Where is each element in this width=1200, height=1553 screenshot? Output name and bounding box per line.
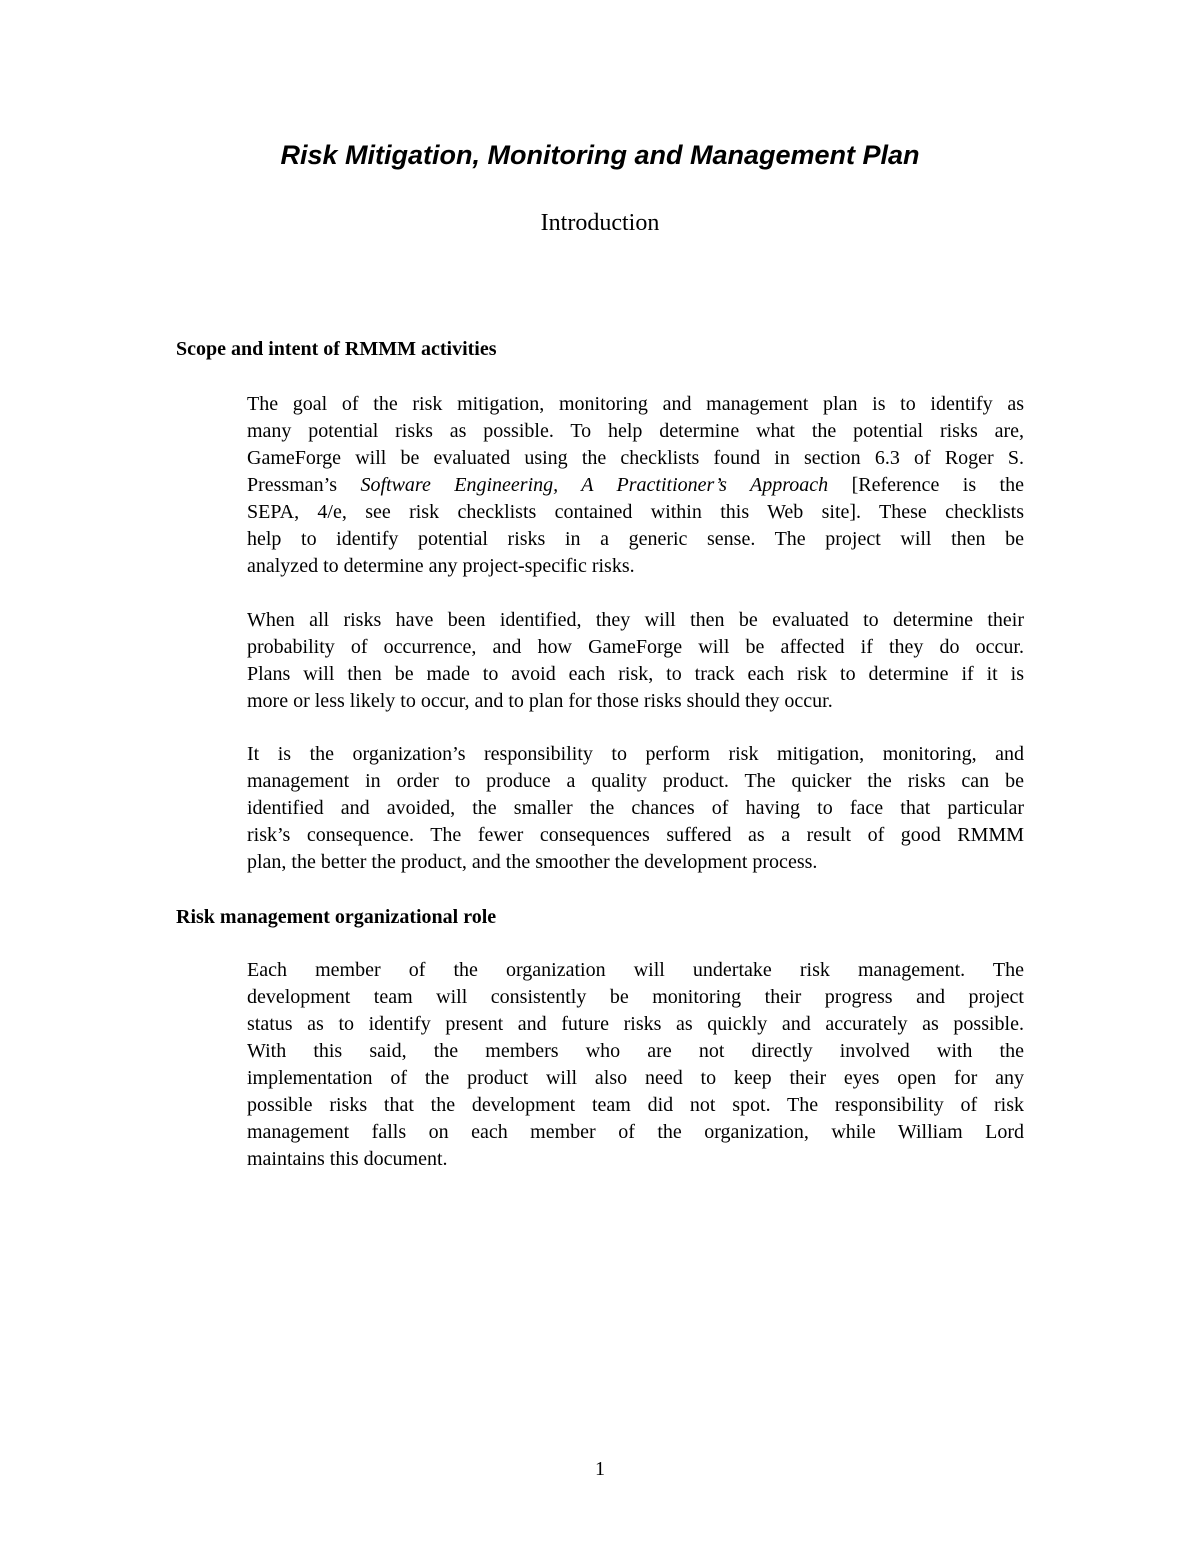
text-line: GameForge will be evaluated using the checklists found in section 6.3 of Roger S. (247, 447, 1024, 469)
text-line: Plans will then be made to avoid each risk, to track each risk to determine if it is (247, 663, 1024, 685)
text-line: plan, the better the product, and the smoother the development process. (247, 851, 818, 873)
text-line: SEPA, 4/e, see risk checklists contained within this Web site]. These checklists (247, 501, 1024, 523)
text-line: status as to identify present and future risks as quickly and accurately as possible. (247, 1013, 1024, 1035)
book-title: Software Engineering, A Practitioner’s Approach (360, 474, 829, 496)
document-title: Risk Mitigation, Monitoring and Management Plan (280, 140, 920, 170)
text-line: management falls on each member of the organization, while William Lord (247, 1121, 1024, 1143)
text-line: When all risks have been identified, they will then be evaluated to determine their (247, 609, 1024, 631)
text-line: identified and avoided, the smaller the chances of having to face that particular (247, 797, 1024, 819)
text-line: help to identify potential risks in a generic sense. The project will then be (247, 528, 1024, 550)
text-line: probability of occurrence, and how GameForge will be affected if they do occur. (247, 636, 1024, 658)
text-line: The goal of the risk mitigation, monitoring and management plan is to identify as (247, 393, 1024, 415)
text-line: With this said, the members who are not directly involved with the (247, 1040, 1024, 1062)
text-line (247, 472, 1024, 499)
text-line: management in order to produce a quality product. The quicker the risks can be (247, 770, 1024, 792)
paragraph (247, 957, 1024, 1173)
heading-organizational-role: Risk management organizational role (176, 906, 497, 928)
text-run: Pressman’s (247, 474, 361, 496)
text-line: implementation of the product will also need to keep their eyes open for any (247, 1067, 1024, 1089)
paragraph (247, 391, 1024, 580)
paragraph (247, 741, 1024, 876)
text-line: many potential risks as possible. To help determine what the potential risks are, (247, 420, 1024, 442)
section-title-introduction: Introduction (540, 210, 660, 236)
page-number: 1 (595, 1458, 605, 1480)
text-run: [Reference is the (828, 474, 1024, 496)
paragraph (247, 607, 1024, 715)
text-line: Each member of the organization will undertake risk management. The (247, 959, 1024, 981)
heading-scope-intent: Scope and intent of RMMM activities (176, 338, 497, 360)
text-line: It is the organization’s responsibility to perform risk mitigation, monitoring, and (247, 743, 1024, 765)
text-line: analyzed to determine any project-specific risks. (247, 555, 635, 577)
text-line: development team will consistently be monitoring their progress and project (247, 986, 1024, 1008)
text-line: risk’s consequence. The fewer consequences suffered as a result of good RMMM (247, 824, 1024, 846)
text-line: more or less likely to occur, and to plan for those risks should they occur. (247, 690, 833, 712)
text-line: possible risks that the development team did not spot. The responsibility of risk (247, 1094, 1024, 1116)
text-line: maintains this document. (247, 1148, 448, 1170)
